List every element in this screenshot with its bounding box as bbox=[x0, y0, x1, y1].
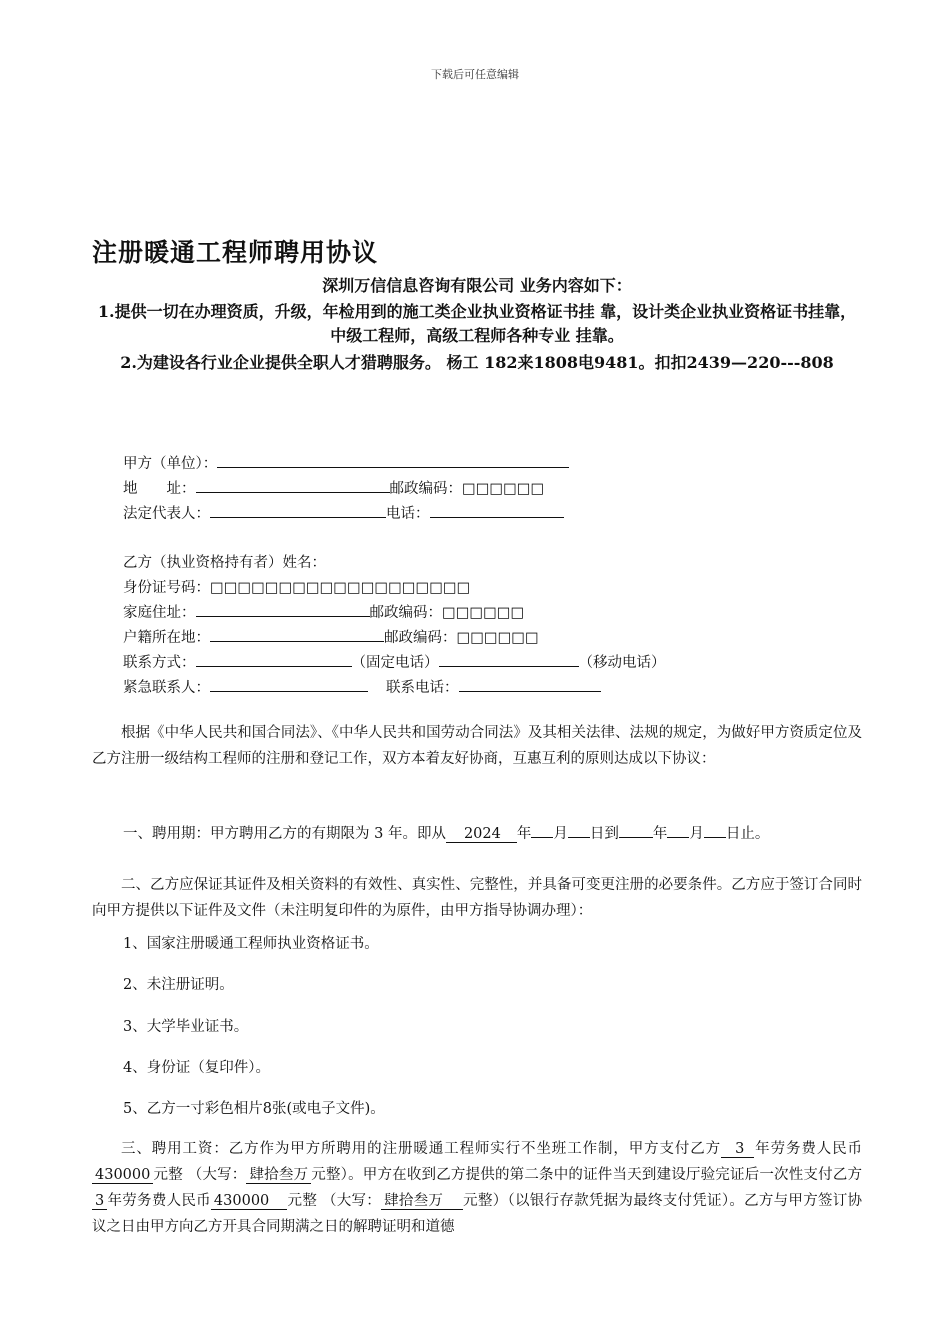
ad-item-2: 2.为建设各行业企业提供全职人才猎聘服务。 杨工 182来1808电9481。扣扣2439—220---808 bbox=[120, 353, 834, 372]
party-b-hukou-row bbox=[123, 626, 539, 647]
clause-1-nian2: 年 bbox=[652, 826, 668, 842]
party-a-phone-field[interactable] bbox=[430, 502, 564, 518]
clause-3-years-2[interactable]: 3 bbox=[92, 1193, 107, 1210]
clause-1-nian: 年 bbox=[516, 826, 532, 842]
party-a-unit-label: 甲方（单位）： bbox=[123, 456, 218, 472]
party-a-address-label: 地 址： bbox=[123, 481, 196, 497]
clause-1 bbox=[123, 822, 769, 843]
clause-1-end-day[interactable] bbox=[704, 822, 726, 838]
clause-1-end-year[interactable] bbox=[619, 822, 653, 838]
clause-3-amount[interactable]: 430000 bbox=[92, 1167, 153, 1184]
clause-3 bbox=[92, 1136, 862, 1240]
clause-2-item: 2、未注册证明。 bbox=[123, 977, 234, 993]
party-a-address-field[interactable] bbox=[196, 477, 390, 493]
party-b-emergency-row bbox=[123, 676, 601, 697]
clause-1-yue2: 月 bbox=[689, 826, 704, 842]
party-b-mobile-phone-label: （移动电话） bbox=[578, 655, 666, 671]
clause-2-item: 3、大学毕业证书。 bbox=[123, 1019, 249, 1035]
clause-1-yue: 月 bbox=[553, 826, 568, 842]
clause-2-item: 4、身份证（复印件）。 bbox=[123, 1060, 270, 1076]
clause-3-t2: 年劳务费人民币 bbox=[754, 1141, 863, 1157]
ad-company-line: 深圳万信信息咨询有限公司 业务内容如下： bbox=[322, 276, 632, 295]
clause-3-t4: 元整）。甲方在收到乙方提供的第二条中的证件当天到建设厅验完证后一次性支付乙方 bbox=[311, 1167, 863, 1183]
intro-paragraph: 根据《中华人民共和国合同法》、《中华人民共和国劳动合同法》及其相关法律、法规的规定，为做好甲方资质定位及乙方注册一级结构工程师的注册和登记工作，双方本着友好协商，互惠互利的原则达成以下协议： bbox=[92, 725, 862, 767]
party-b-hukou-postcode-label: 邮政编码： bbox=[384, 630, 457, 646]
party-b-home-label: 家庭住址： bbox=[123, 605, 196, 621]
clause-1-start-day[interactable] bbox=[568, 822, 590, 838]
clause-2-text: 二、乙方应保证其证件及相关资料的有效性、真实性、完整性，并具备可变更注册的必要条件。乙方应于签订合同时向甲方提供以下证件及文件（未注明复印件的为原件，由甲方指导协调办理）： bbox=[92, 877, 862, 919]
clause-1-start-year[interactable]: 2024 bbox=[446, 826, 517, 843]
party-b-home-field[interactable] bbox=[196, 601, 370, 617]
party-a-unit-row bbox=[123, 452, 569, 473]
clause-2-item: 5、乙方一寸彩色相片8张(或电子文件)。 bbox=[123, 1101, 385, 1117]
party-b-id-boxes[interactable]: □□□□□□□□□□□□□□□□□□□ bbox=[210, 580, 471, 596]
party-b-fixed-phone-field[interactable] bbox=[196, 651, 352, 667]
party-b-hukou-field[interactable] bbox=[210, 626, 384, 642]
clause-3-years[interactable]: 3 bbox=[721, 1141, 754, 1158]
party-b-hukou-postcode-boxes[interactable]: □□□□□□ bbox=[456, 630, 539, 646]
party-b-hukou-label: 户籍所在地： bbox=[123, 630, 210, 646]
party-b-emergency-field[interactable] bbox=[210, 676, 368, 692]
clause-3-t5: 年劳务费人民币 bbox=[107, 1193, 211, 1209]
party-b-fixed-phone-label: （固定电话） bbox=[351, 655, 439, 671]
party-b-name-label: 乙方（执业资格持有者）姓名： bbox=[123, 555, 326, 571]
party-b-home-postcode-label: 邮政编码： bbox=[369, 605, 442, 621]
clause-3-amount-cn-2[interactable]: 肆拾叁万 bbox=[381, 1193, 463, 1210]
party-b-mobile-phone-field[interactable] bbox=[439, 651, 579, 667]
clause-1-start-month[interactable] bbox=[531, 822, 553, 838]
party-b-home-row bbox=[123, 601, 524, 622]
clause-3-t7: 元整）（以银行存款凭据为最终支付凭证）。乙方与甲方签订协议之日由甲方向乙方开具合同期满之日的解聘证明和道德 bbox=[92, 1193, 863, 1235]
party-b-contact-label: 联系方式： bbox=[123, 655, 196, 671]
clause-1-text: 一、聘用期：甲方聘用乙方的有期限为 3 年。即从 bbox=[123, 826, 446, 842]
party-a-phone-label: 电话： bbox=[386, 506, 430, 522]
document-title: 注册暖通工程师聘用协议 bbox=[92, 238, 379, 267]
party-a-rep-label: 法定代表人： bbox=[123, 506, 210, 522]
party-b-emergency-phone-label: 联系电话： bbox=[386, 680, 459, 696]
party-b-emergency-phone-field[interactable] bbox=[459, 676, 601, 692]
clause-1-ri-zhi: 日止。 bbox=[725, 826, 770, 842]
party-b-id-row bbox=[123, 576, 470, 597]
party-a-address-row bbox=[123, 477, 544, 498]
party-b-contact-row bbox=[123, 651, 666, 672]
party-a-postcode-boxes[interactable]: □□□□□□ bbox=[462, 481, 545, 497]
clause-2-item: 1、国家注册暖通工程师执业资格证书。 bbox=[123, 936, 379, 952]
clause-1-end-month[interactable] bbox=[667, 822, 689, 838]
party-a-rep-field[interactable] bbox=[210, 502, 386, 518]
clause-3-t6: 元整 （大写： bbox=[287, 1193, 382, 1209]
page-header: 下载后可任意编辑 bbox=[431, 68, 519, 81]
party-b-id-label: 身份证号码： bbox=[123, 580, 210, 596]
party-a-unit-field[interactable] bbox=[217, 452, 569, 468]
ad-item-1: 1.提供一切在办理资质，升级，年检用到的施工类企业执业资格证书挂 靠，设计类企业执业资格证书挂靠，中级工程师，高级工程师各种专业 挂靠。 bbox=[97, 302, 857, 345]
clause-3-amount-cn[interactable]: 肆拾叁万 bbox=[246, 1167, 311, 1184]
clause-3-t3: 元整 （大写： bbox=[153, 1167, 247, 1183]
party-b-emergency-label: 紧急联系人： bbox=[123, 680, 210, 696]
party-a-postcode-label: 邮政编码： bbox=[389, 481, 462, 497]
party-a-rep-row bbox=[123, 502, 564, 523]
clause-3-amount-2[interactable]: 430000 bbox=[211, 1193, 287, 1210]
party-b-home-postcode-boxes[interactable]: □□□□□□ bbox=[442, 605, 525, 621]
clause-3-t1: 三、聘用工资：乙方作为甲方所聘用的注册暖通工程师实行不坐班工作制，甲方支付乙方 bbox=[121, 1141, 722, 1157]
clause-1-ri-dao: 日到 bbox=[589, 826, 619, 842]
